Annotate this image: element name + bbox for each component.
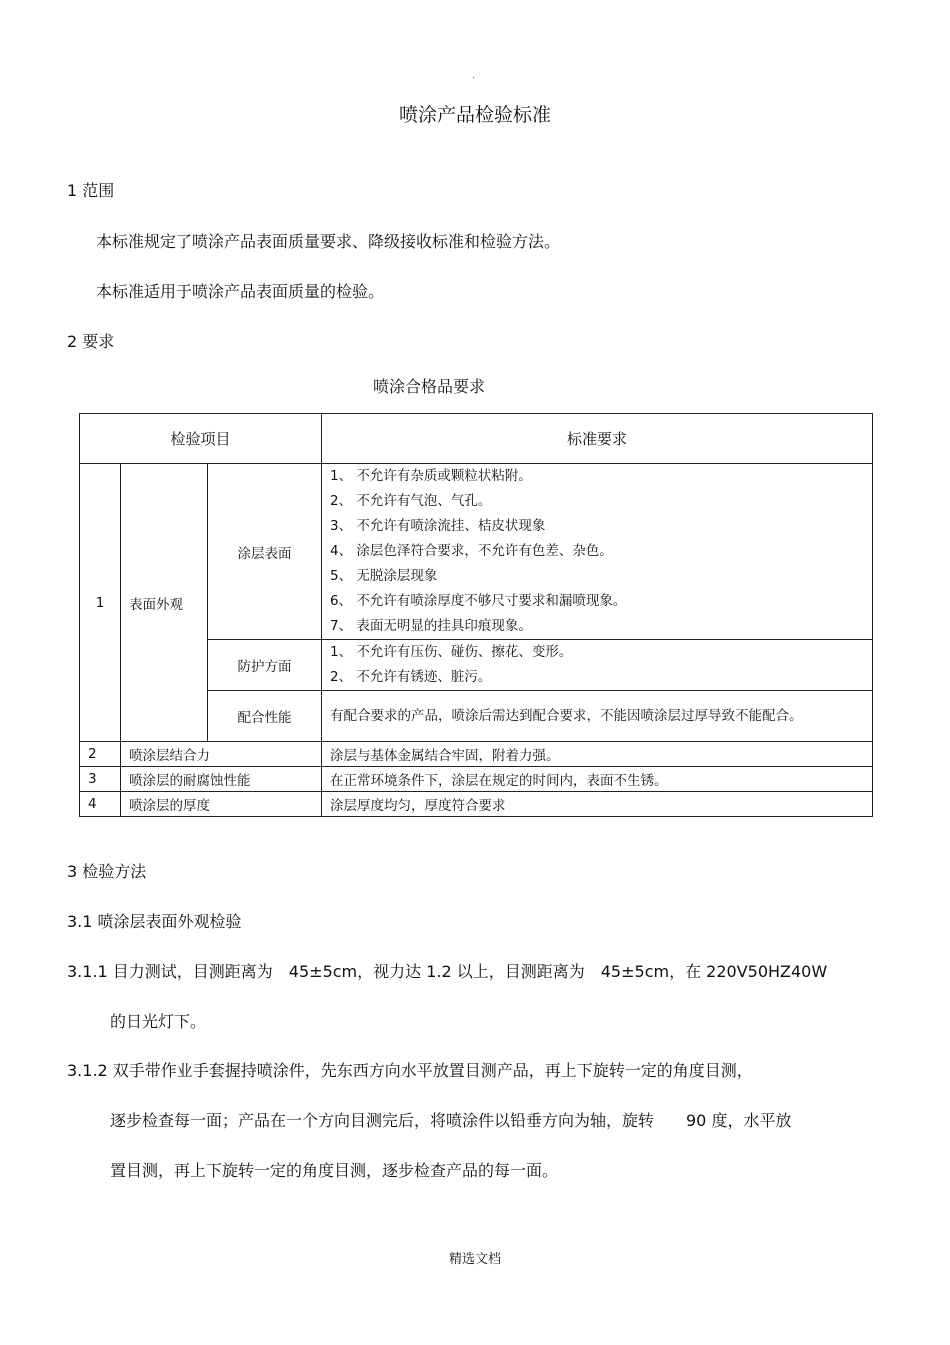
sub-item-coating-surface: 涂层表面: [208, 464, 322, 640]
list-item: 2、 不允许有锈迹、脏污。: [330, 669, 492, 685]
sub-item-fit-performance: 配合性能: [208, 691, 322, 742]
requirements-table: [79, 413, 873, 817]
scope-paragraph-1: 本标准规定了喷涂产品表面质量要求、降级接收标准和检验方法。: [96, 232, 561, 251]
row-item-name: 喷涂层结合力: [121, 742, 322, 767]
sub-item-protection: 防护方面: [208, 640, 322, 691]
table-row: [80, 464, 873, 640]
list-item: 3、 不允许有喷涂流挂、桔皮状现象: [330, 518, 546, 534]
list-item: 1、 不允许有杂质或颗粒状粘附。: [330, 468, 532, 484]
scope-paragraph-2: 本标准适用于喷涂产品表面质量的检验。: [96, 282, 385, 301]
header-standard-requirement: 标准要求: [322, 414, 873, 464]
header-inspection-item: 检验项目: [80, 414, 322, 464]
list-item: 6、 不允许有喷涂厚度不够尺寸要求和漏喷现象。: [330, 593, 627, 609]
table-row: [80, 767, 873, 792]
section-1-heading: 1 范围: [67, 181, 115, 200]
row-number: 3: [80, 767, 121, 792]
section-3-heading: 3 检验方法: [67, 862, 147, 881]
table-title: 喷涂合格品要求: [372, 377, 485, 396]
clause-3-1-2-line-1: 3.1.2 双手带作业手套握持喷涂件，先东西方向水平放置目测产品，再上下旋转一定的角度目测，: [67, 1061, 753, 1080]
protection-requirements: [322, 640, 873, 691]
section-3-1-heading: 3.1 喷涂层表面外观检验: [67, 912, 242, 931]
clause-3-1-1-line-2: 的日光灯下。: [110, 1012, 207, 1031]
row-number: 2: [80, 742, 121, 767]
row-number: 1: [80, 464, 121, 742]
row-number: 4: [80, 792, 121, 817]
page-footer: 精选文档: [448, 1252, 501, 1267]
clause-3-1-2-line-2: 逐步检查每一面；产品在一个方向目测完后，将喷涂件以铅垂方向为轴，旋转 90 度，水平放: [110, 1111, 792, 1130]
clause-3-1-2-line-3: 置目测，再上下旋转一定的角度目测，逐步检查产品的每一面。: [110, 1161, 559, 1180]
list-item: 4、 涂层色泽符合要求，不允许有色差、杂色。: [330, 543, 613, 559]
row-item-name: 喷涂层的耐腐蚀性能: [121, 767, 322, 792]
section-2-heading: 2 要求: [67, 332, 115, 351]
document-title: 喷涂产品检验标准: [398, 104, 551, 126]
header-mark: .: [472, 70, 476, 81]
list-item: 7、 表面无明显的挂具印痕现象。: [330, 618, 532, 634]
table-row: [80, 742, 873, 767]
coating-surface-requirements: [322, 464, 873, 640]
table-header-row: [80, 414, 873, 464]
list-item: 1、 不允许有压伤、碰伤、擦花、变形。: [330, 644, 573, 660]
row-item-name: 表面外观: [121, 464, 208, 742]
clause-3-1-1-line-1: 3.1.1 目力测试，目测距离为 45±5cm，视力达 1.2 以上，目测距离为 45±5cm，在 220V50HZ40W: [67, 962, 828, 981]
row-item-name: 喷涂层的厚度: [121, 792, 322, 817]
table-row: [80, 792, 873, 817]
row-requirement: 在正常环境条件下，涂层在规定的时间内，表面不生锈。: [322, 767, 873, 792]
list-item: 5、 无脱涂层现象: [330, 568, 438, 584]
list-item: 2、 不允许有气泡、气孔。: [330, 493, 492, 509]
row-requirement: 涂层厚度均匀，厚度符合要求: [322, 792, 873, 817]
fit-performance-text: 有配合要求的产品，喷涂后需达到配合要求，不能因喷涂层过厚导致不能配合。: [330, 707, 803, 724]
fit-performance-requirement: [322, 691, 873, 742]
row-requirement: 涂层与基体金属结合牢固，附着力强。: [322, 742, 873, 767]
